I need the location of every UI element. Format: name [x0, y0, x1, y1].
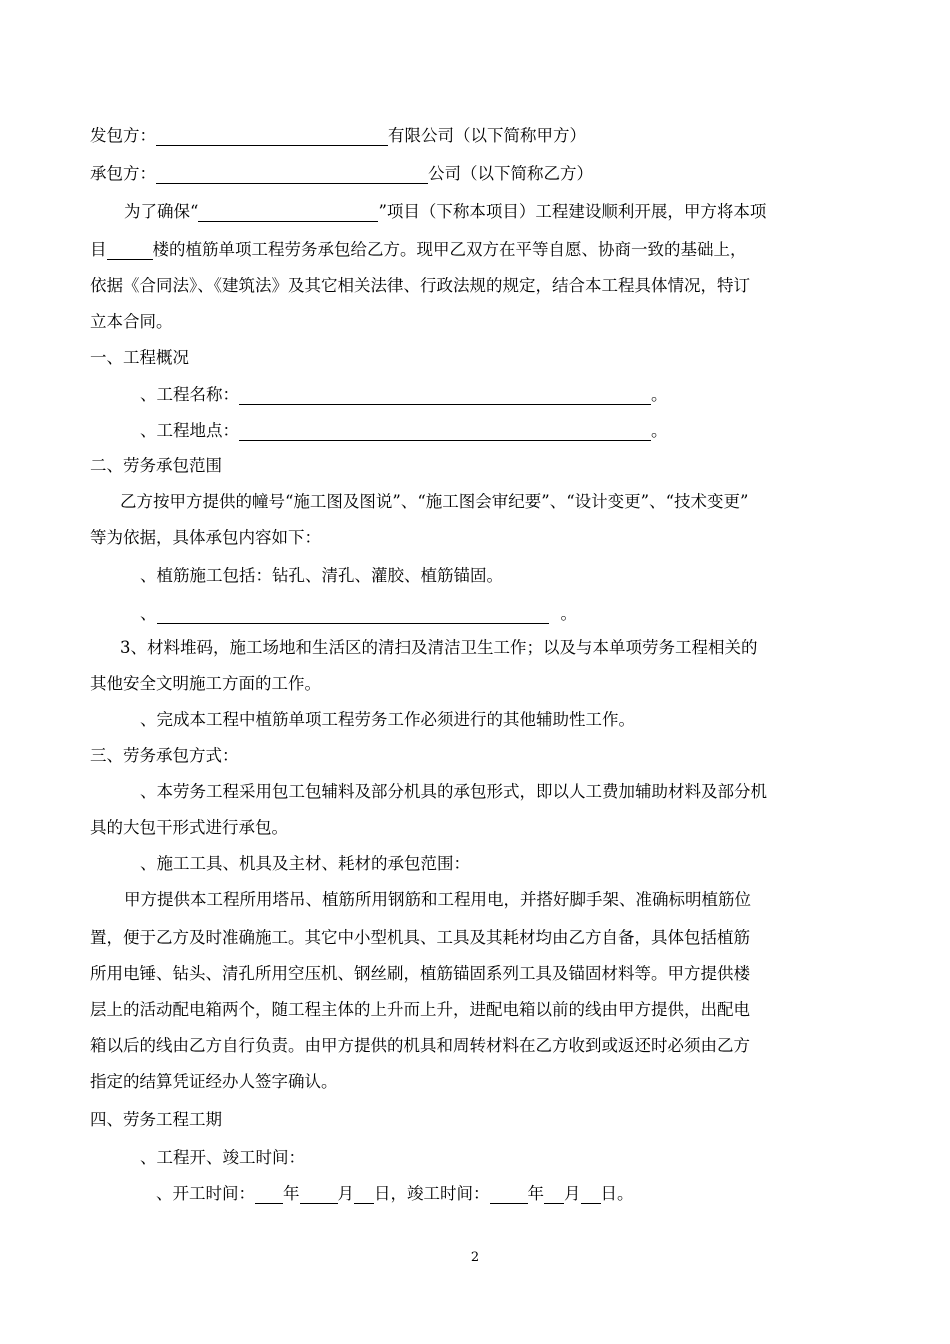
- section-2-para-1: 乙方按甲方提供的幢号“施工图及图说”、“施工图会审纪要”、“设计变更”、“技术变更”: [120, 492, 749, 511]
- end-month-field[interactable]: [544, 1186, 564, 1204]
- intro-p1-b: ”项目（下称本项目）工程建设顺利开展，甲方将本项: [378, 202, 767, 221]
- section-2-para-2: 等为依据，具体承包内容如下：: [90, 528, 321, 547]
- section-3-item-1b: 具的大包干形式进行承包。: [90, 818, 288, 837]
- item-2-content-field[interactable]: [157, 606, 549, 624]
- section-3-item-1a: 、本劳务工程采用包工包辅料及部分机具的承包形式，即以人工费加辅助材料及部分机: [140, 782, 767, 801]
- section-2-item-4: 、完成本工程中植筋单项工程劳务工作必须进行的其他辅助性工作。: [140, 710, 635, 729]
- month-label: 月: [337, 1184, 354, 1203]
- section-2-item-2: [140, 604, 577, 624]
- section-3-para-6: 指定的结算凭证经办人签字确认。: [90, 1072, 338, 1091]
- section-2-item-1: 、植筋施工包括：钻孔、清孔、灌胶、植筋锚固。: [140, 566, 503, 585]
- party-b-label: 承包方：: [90, 164, 156, 183]
- intro-p1-a: 为了确保“: [124, 202, 199, 221]
- start-year-field[interactable]: [255, 1186, 283, 1204]
- project-location-line: [140, 421, 668, 441]
- party-a-suffix: 有限公司（以下简称甲方）: [388, 126, 586, 145]
- section-4-title: 四、劳务工程工期: [90, 1110, 222, 1129]
- party-b-line: [90, 164, 593, 184]
- section-3-para-3: 所用电锤、钻头、清孔所用空压机、钢丝刷，植筋锚固系列工具及锚固材料等。甲方提供楼: [90, 964, 750, 983]
- month-label: 月: [564, 1184, 581, 1203]
- section-1-title: 一、工程概况: [90, 348, 189, 367]
- section-2-item-3a: 3、材料堆码，施工场地和生活区的清扫及清洁卫生工作；以及与本单项劳务工程相关的: [120, 638, 758, 657]
- section-3-para-1: 甲方提供本工程所用塔吊、植筋所用钢筋和工程用电，并搭好脚手架、准确标明植筋位: [124, 890, 751, 909]
- start-month-field[interactable]: [300, 1186, 338, 1204]
- project-name-field[interactable]: [198, 204, 378, 222]
- intro-line-1: [124, 202, 766, 222]
- section-3-item-2: 、施工工具、机具及主材、耗材的承包范围：: [140, 854, 470, 873]
- page-number: 2: [470, 1250, 480, 1265]
- project-location-label: 、工程地点：: [140, 421, 239, 440]
- party-a-line: [90, 126, 586, 146]
- party-b-suffix: 公司（以下简称乙方）: [428, 164, 593, 183]
- section-3-para-2: 置，便于乙方及时准确施工。其它中小型机具、工具及其耗材均由乙方自备，具体包括植筋: [90, 928, 750, 947]
- project-name-line: [140, 385, 668, 405]
- year-label: 年: [527, 1184, 544, 1203]
- section-3-para-4: 层上的活动配电箱两个，随工程主体的上升而上升，进配电箱以前的线由甲方提供，出配电: [90, 1000, 750, 1019]
- building-number-field[interactable]: [107, 242, 153, 260]
- project-name-label: 、工程名称：: [140, 385, 239, 404]
- intro-p2-b: 楼的植筋单项工程劳务承包给乙方。现甲乙双方在平等自愿、协商一致的基础上，: [152, 240, 747, 259]
- year-label: 年: [283, 1184, 300, 1203]
- period: 。: [560, 604, 577, 623]
- section-2-item-3b: 其他安全文明施工方面的工作。: [90, 674, 321, 693]
- project-location-input[interactable]: [239, 423, 651, 441]
- intro-line-3: 依据《合同法》、《建筑法》及其它相关法律、行政法规的规定，结合本工程具体情况，特订: [90, 276, 750, 295]
- item-2-prefix: 、: [140, 604, 157, 623]
- start-day-field[interactable]: [354, 1186, 374, 1204]
- end-year-field[interactable]: [490, 1186, 528, 1204]
- completion-date-label: 日，竣工时间：: [374, 1184, 490, 1203]
- section-4-dates: [156, 1184, 634, 1204]
- party-b-name-field[interactable]: [156, 166, 428, 184]
- section-4-item-1: 、工程开、竣工时间：: [140, 1148, 305, 1167]
- period: 。: [651, 421, 668, 440]
- project-name-input[interactable]: [239, 387, 651, 405]
- intro-line-2: [90, 240, 747, 260]
- day-end-label: 日。: [600, 1184, 634, 1203]
- party-a-label: 发包方：: [90, 126, 156, 145]
- end-day-field[interactable]: [581, 1186, 601, 1204]
- section-2-title: 二、劳务承包范围: [90, 456, 222, 475]
- intro-line-4: 立本合同。: [90, 312, 173, 331]
- party-a-name-field[interactable]: [156, 128, 388, 146]
- start-date-label: 、开工时间：: [156, 1184, 255, 1203]
- period: 。: [651, 385, 668, 404]
- section-3-para-5: 箱以后的线由乙方自行负责。由甲方提供的机具和周转材料在乙方收到或返还时必须由乙方: [90, 1036, 750, 1055]
- intro-p2-a: 目: [90, 240, 107, 259]
- section-3-title: 三、劳务承包方式：: [90, 746, 239, 765]
